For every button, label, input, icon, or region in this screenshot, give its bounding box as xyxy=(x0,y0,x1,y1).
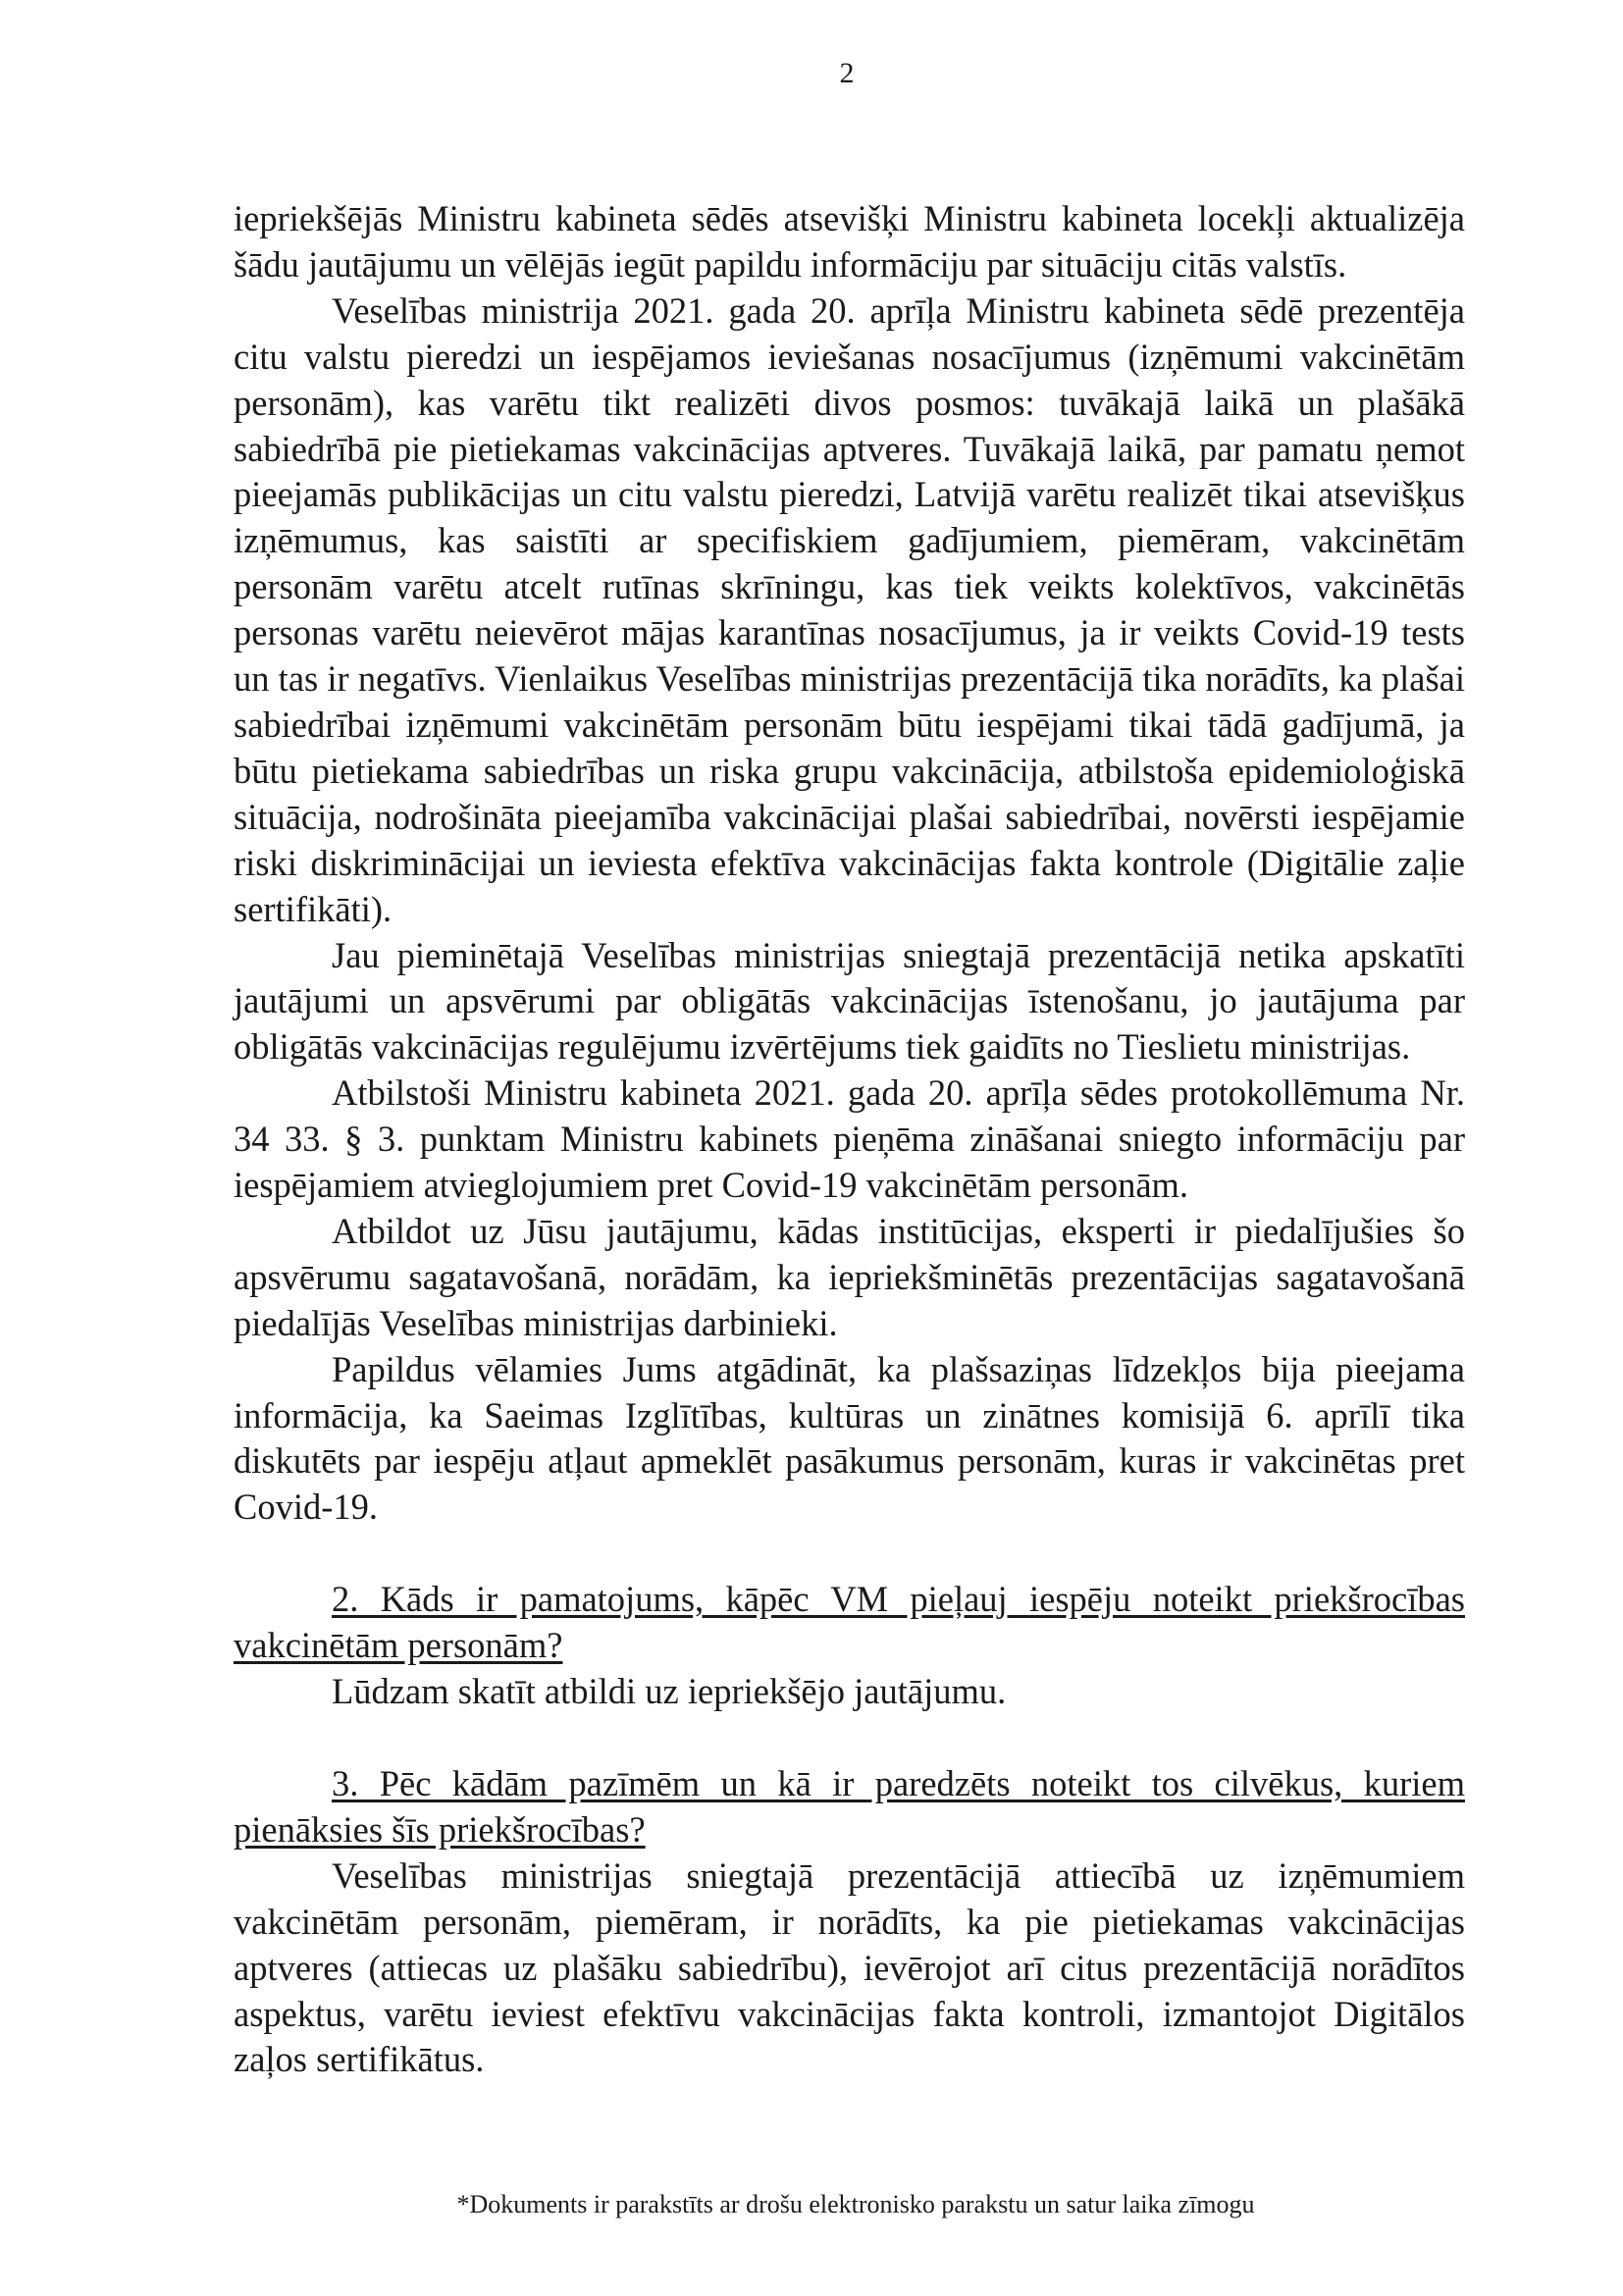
answer-3: Veselības ministrijas sniegtajā prezentācijā attiecībā uz izņēmumiem vakcinētām personām, piemēram, ir norādīts, ka pie pietiekamas vakcinācijas aptveres (attiecas uz plašāku sabiedrību), ievērojot arī citus prezentācijā norādītos aspektus, varētu ieviest efektīvu vakcinācijas fakta kontroli, izmantojot Digitālos zaļos sertifikātus. xyxy=(234,1854,1465,2080)
document-body xyxy=(234,196,1465,2083)
paragraph-presentation: Veselības ministrija 2021. gada 20. aprīļa Ministru kabineta sēdē prezentēja citu valstu pieredzi un iespējamos ieviešanas nosacījumus (izņēmumi vakcinētām personām), kas varētu tikt realizēti divos posmos: tuvākajā laikā un plašākā sabiedrībā pie pietiekamas vakcinācijas aptveres. Tuvākajā laikā, par pamatu ņemot pieejamās publikācijas un citu valstu pieredzi, Latvijā varētu realizēt tikai atsevišķus izņēmumus, kas saistīti ar specifiskiem gadījumiem, piemēram, vakcinētām personām varētu atcelt rutīnas skrīningu, kas tiek veikts kolektīvos, vakcinētās personas varētu neievērot mājas karantīnas nosacījumus, ja ir veikts Covid-19 tests un tas ir negatīvs. Vienlaikus Veselības ministrijas prezentācijā tika norādīts, ka plašai sabiedrībai izņēmumi vakcinētām personām būtu iespējami tikai tādā gadījumā, ja būtu pietiekama sabiedrības un riska grupu vakcinācija, atbilstoša epidemioloģiskā situācija, nodrošināta pieejamība vakcinācijai plašai sabiedrībai, novērsti iespējamie riski diskriminācijai un ieviesta efektīva vakcinācijas fakta kontrole (Digitālie zaļie sertifikāti). xyxy=(234,289,1465,929)
question-2-heading: 2. Kāds ir pamatojums, kāpēc VM pieļauj iespēju noteikt priekšrocības vakcinētām personām? xyxy=(234,1579,1465,1666)
question-3-heading: 3. Pēc kādām pazīmēm un kā ir paredzēts noteikt tos cilvēkus, kuriem pienāksies šīs priekšrocības? xyxy=(234,1763,1465,1850)
answer-2: Lūdzam skatīt atbildi uz iepriekšējo jautājumu. xyxy=(332,1671,1007,1712)
paragraph-protocol-decision: Atbilstoši Ministru kabineta 2021. gada 20. aprīļa sēdes protokollēmuma Nr. 34 33. § 3. punktam Ministru kabinets pieņēma zināšanai sniegto informāciju par iespējamiem atvieglojumiem pret Covid-19 vakcinētām personām. xyxy=(234,1072,1465,1206)
section-spacer xyxy=(234,1715,1465,1761)
paragraph-institutions: Atbildot uz Jūsu jautājumu, kādas institūcijas, eksperti ir piedalījušies šo apsvērumu sagatavošanā, norādām, ka iepriekšminētās prezentācijas sagatavošanā piedalījās Veselības ministrijas darbinieki. xyxy=(234,1210,1465,1343)
paragraph-continuation: iepriekšējās Ministru kabineta sēdēs atsevišķi Ministru kabineta locekļi aktualizēja šādu jautājumu un vēlējās iegūt papildu informāciju par situāciju citās valstīs. xyxy=(234,198,1465,285)
signature-footer-note: *Dokuments ir parakstīts ar drošu elektronisko parakstu un satur laika zīmogu xyxy=(456,2190,1255,2218)
paragraph-mandatory-vaccination: Jau pieminētajā Veselības ministrijas sniegtajā prezentācijā netika apskatīti jautājumi un apsvērumi par obligātās vakcinācijas īstenošanu, jo jautājuma par obligātās vakcinācijas regulējumu izvērtējums tiek gaidīts no Tieslietu ministrijas. xyxy=(234,934,1465,1068)
section-spacer xyxy=(234,1531,1465,1577)
paragraph-saeima-commission: Papildus vēlamies Jums atgādināt, ka plašsaziņas līdzekļos bija pieejama informācija, ka Saeimas Izglītības, kultūras un zinātnes komisijā 6. aprīlī tika diskutēts par iespēju atļaut apmeklēt pasākumus personām, kuras ir vakcinētas pret Covid-19. xyxy=(234,1348,1465,1528)
page-number: 2 xyxy=(839,57,855,89)
